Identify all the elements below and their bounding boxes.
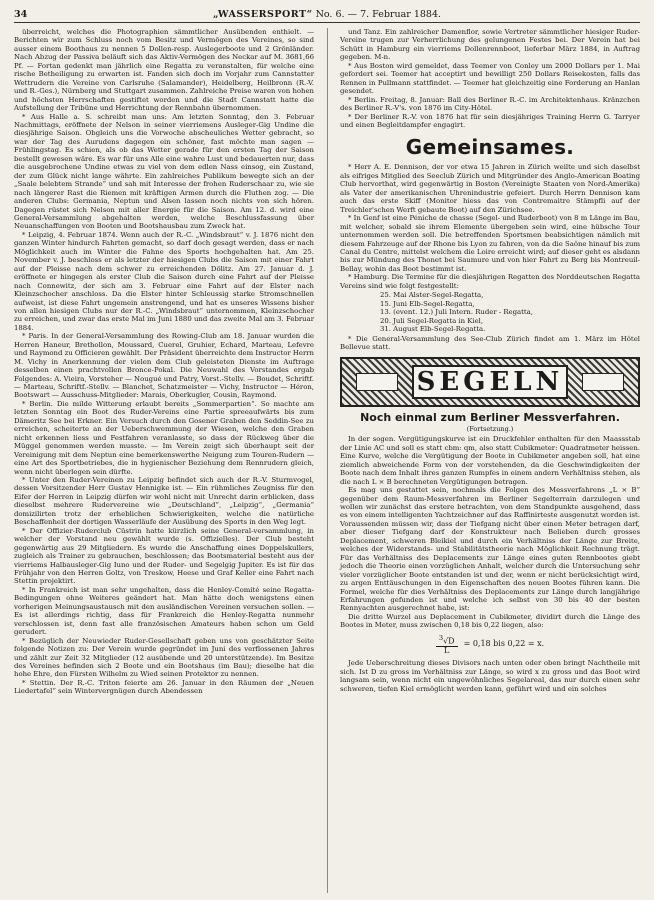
formula xyxy=(340,634,640,656)
formula-fraction xyxy=(436,634,458,656)
paragraph: * Herr A. E. Dennison, der vor etwa 15 Jahren in Zürich weilte und sich daselbst als eifriges Mitglied des Seeclub Zürich und Mitgründer des Anglo-American Boating Club hervorthat, wird gegenwärtig in Boston (Vereinigte Staaten von Nord-Amerika) als Vater der amerikanischen Uhrenindustrie gefeiert. Durch Herrn Dennison kam auch das erste Skiff (Monitor hiess das von Contremaitre Stämpfli auf der Treichler'schen Werft gebaute Boot) auf den Zürichsee. xyxy=(340,163,640,214)
paragraph: * Der Offizier-Ruderclub Cüstrin hatte kürzlich seine General-versammlung, in welcher der Vorstand neu gewählt wurde (s. Offizielles). Der Club besteht gegenwärtig aus 29 Mitgliedern. Es wurde die Anschaffung eines Doppelskullers, zugleich als Trainer zu gebrauchen, beschlossen; das Bootsmaterial besteht aus der vierriems Halbausleger-Gig Iuno und der Ruder- und Segelgig Jupiter. Es ist für das Frühjahr von den Herren Goltz, von Treskow, Heese und Graf Keller eine Fahrt nach Stettin projektirt. xyxy=(14,526,314,586)
formula-numerator-text: √D xyxy=(443,636,455,646)
right-top-paragraphs xyxy=(340,28,640,129)
paragraph: * Berlin. Freitag, 8. Januar: Ball des Berliner R.-C. im Architektenhaus. Kränzchen des Berliner R.-V's. von 1876 im City-Hôtel. xyxy=(340,95,640,113)
paragraph: Es mag uns gestattet sein, nochmals die Folgen des Messverfahrens „L × B“ gegenüber dem Raum-Messverfahren im Berliner Segelterrain darzulegen und wollen wir zunächst das erstere betrachten, von dem Standpunkte ausgehend, dass es von einem intelligenten Yachtzeichner auf das Raffinirteste ausgenutzt worden ist. Voraussenden müssen wir, dass der Tiefgang nicht über einen Meter betragen darf, aber dieser Tiefgang darf der Konstrukteur nach Belieben durch grosses Deplacement, schweren Bleikiel und durch ein Verhältniss der Länge zur Breite, welches der Widerstands- und Stabilitätstheorie nach Möglichkeit Rechnung trägt. Für das Verhältniss des Deplacements zur Länge eines guten Rennbootes giebt jedoch die Theorie einen vorzüglichen Anhalt, welcher durch die Untersuchung sehr vieler vorzüglicher Boote entstanden ist und der, wenn er nicht berücksichtigt wird, zu argen Enttäuschungen in den Eigenschaften des neuen Bootes führen kann. Die Formel, welche für dies Verhältniss des Deplacements zur Länge durch langjährige Erfahrungen gefunden ist und welche ich selbst von 30 bis 40 der besten Rennyachten ausgerechnet habe, ist: xyxy=(340,486,640,613)
right-column xyxy=(340,28,640,893)
running-title xyxy=(14,8,640,22)
paragraph: * Bezüglich der Neuwieder Ruder-Gesellschaft geben uns von geschätzter Seite folgende Notizen zu: Der Verein wurde gegründet im Juni des verflossenen Jahres und zählt zur Zeit 32 Mitglieder (12 ausübende und 20 unterstützende). Im Besitze des Vereines befinden sich 2 Boote und ein Bootshaus (im Bau); dieselbe hat die hohe Ehre, den Fürsten Wilhelm zu Wied seinen Protektor zu nennen. xyxy=(14,636,314,679)
right-middle-paragraphs xyxy=(340,163,640,290)
paragraph: * In Genf ist eine Péniche de chasse (Segel- und Ruderboot) von 8 m Länge im Bau, mit welcher, sobald sie ihrem Elemente übergeben sein wird, eine hübsche Tour unternommen werden soll. Die betreffenden Sportsmen beabsichtigen nämlich mit diesem Fahrzeuge auf der Rhone bis Lyon zu fahren, von da die Saône hinauf bis zum Canal du Centre, mittelst welchem die Loire erreicht wird; auf dieser geht es alsdann bis zur Mündung des Thonet bei Saumure und von hier Fahrt zu Berg bis Montreuil-Bellay, wohin das Boot bestimmt ist. xyxy=(340,214,641,273)
column-divider xyxy=(327,28,328,893)
paragraph: * In Frankreich ist man sehr ungehalten, dass die Henley-Comité seine Regatta-Bedingungen ohne Weiteres geändert hat. Man hätte doch wenigstens einen vorherigen Meinungsaustausch mit den ausländischen Vereinen versuchen sollen. — Es ist allerdings richtig, dass für Frankreich die Henley-Regatta nunmehr verschlossen ist, denn fast alle französischen Amateurs haben schon um Geld gerudert. xyxy=(14,585,314,637)
article-note: (Fortsetzung.) xyxy=(466,425,514,434)
paragraph: überreicht, welches die Photographien sämmtlicher Ausübenden enthielt. — Berichten wir zum Schluss noch vom Besitz und Vermögen des Vereines, so sind ausser einem Boothaus zu nennen 5 Dollen-resp. Auslegerboote und 2 Grönländer. Nach Abzug der Passiva beläuft sich das Aktiv-Vermögen des Neckar auf M. 3681,66 Pf. — Fortan gedenkt man jährlich eine Regatta zu veranstalten, für welche eine rische Betheiligung zu erwarten ist. Fanden sich doch im Vorjahr zum Cannstatter Wettrudern die Vereine von Carlsruhe (Salamander), Heidelberg, Heilbronn (R.-V. und R.-Ges.), Nürnberg und Stuttgart zusammen. Zahlreiche Preise waren von hohen und höchsten Herrschaften gestiftet worden und die Stadt Cannstatt hatte die Aufstellung der Tribüne und Herrichtung der Rennbahn übernommen. xyxy=(14,28,314,113)
paragraph: * Leipzig, 4. Februar 1874. Wenn auch der R.-C. „Windsbraut“ v. J. 1876 nicht den ganzen Winter hindurch Fahrten gemacht, so darf doch gesagt werden, dass er nach Möglichkeit auch im Winter die Fahne des Sports hochgehalten hat. Am 25. November v. J. beschloss er als letzter der hiesigen Clubs die Saison mit einer Fahrt auf der Pleisse nach dem schwer zu erreichenden Dölitz. Am 27. Januar d. J. eröffnete er hingegen als erster Club die Saison durch eine Fahrt auf der Pleisse nach Connewitz, der sich am 3. Februar eine Fahrt auf der Elster nach Kleinzschocher anschloss. Da die Elster hinter Schleussig starke Stromschnellen aufweist, ist diese Fahrt ungemein anstrengend, und hat es unseres Wissens bisher von allen hiesigen Clubs nur der R.-C. „Windsbraut“ unternommen, Kleinzschocher zu erreichen, und zwar das erste Mal im Juni 1880 und das zweite Mal am 3. Februar 1884. xyxy=(14,230,314,332)
journal-title: „WASSERSPORT“ xyxy=(212,9,313,20)
left-column xyxy=(14,28,314,893)
paragraph: * Der Berliner R.-V. von 1876 hat für sein diesjähriges Training Herrn G. Tarryer und einen Begleitdampfer engagirt. xyxy=(340,112,640,129)
article-paragraphs xyxy=(340,435,640,629)
regatta-list xyxy=(380,291,640,333)
paragraph: * Paris. In der General-Versammlung des Rowing-Club am 18. Januar wurden die Herren Haneur, Brethollon, Moussard, Cuerel, Gruhier, Echard, Marteau, Lefevre und Raymond zu Officieren gewählt. Der Präsident überreichte dem Instructor Herrn M. Vichy in Anerkennung der vielen dem Club geleisteten Dienste im Auftrage desselben einen prachtvollen Bronce-Pokal. Die Neuwahl des Vorstandes ergab Folgendes: A. Vieira, Vorsteher — Nougué und Patry, Vorst.-Stellv. — Boudet, Schriftf. — Marteau, Schriftf.-Stellv. — Blanchet, Schatzmeister — Vichy, Instructor — Héron, Bootswart — Ausschuss-Mitglieder: Marais, Oberkugler, Cousin, Raymond. xyxy=(14,332,314,400)
formula-result: = 0,18 bis 0,22 = x. xyxy=(463,639,545,649)
paragraph: Die dritte Wurzel aus Deplacement in Cubikmeter, dividirt durch die Länge des Bootes in Meter, muss zwischen 0,18 bis 0,22 liegen, also: xyxy=(340,612,640,630)
paragraph: * Unter den Ruder-Vereinen zu Leipzig befindet sich auch der R.-V. Sturmvogel, dessen Vorsitzender Herr Gustav Hennigke ist. — Ein rühmliches Zeugniss für den Eifer der Herren in Leipzig dürfen wir wohl nicht mit Unrecht darin erblicken, dass dieselbst mehrere Rudervereine wie „Deutschland“, „Leipzig“, „Germania“ domizilirten trotz der erheblichen Schwierigkeiten, welche die natürliche Beschaffenheit der dortigen Wasserläufe der Ausübung des Sports in den Weg legt. xyxy=(14,476,314,527)
paragraph: * Hamburg. Die Termine für die diesjährigen Regatten des Norddeutschen Regatta Vereins sind wie folgt festgestellt: xyxy=(340,273,640,290)
paragraph: * Berlin. Die milde Witterung erlaubt bereits „Sommerpartien“. So machte am letzten Sonntag ein Boot des Ruder-Vereins eine Partie spreeaufwärts bis zum Dämeritz See bei Erkner. Ein Versuch durch den Gosener Graben den Seddin-See zu erreichen, scheiterte an der Ueberschwemmung der Wiesen, welche den Graben nicht erkennen liess und Festfahren veranlasste, so dass der Rückweg über die Müggel genommen werden musste. — Im Verein zeigt sich überhaupt seit der Vereinigung mit dem Neptun eine bemerkenswerthe Neigung zum Touren-Rudern — eine Art des Sportbetriebes, die in hygienischer Beziehung dem Rennrudern gleich, wenn nicht überlegen sein dürfte. xyxy=(14,399,314,476)
issue-line: No. 6. — 7. Februar 1884. xyxy=(315,9,442,20)
regatta-list-item: 31. August Elb-Segel-Regatta. xyxy=(380,325,486,334)
regatta-list-item: 15. Juni Elb-Segel-Regatta, xyxy=(380,299,475,308)
formula-numerator xyxy=(436,634,458,647)
paragraph: Jede Ueberschreitung dieses Divisors nach unten oder oben bringt Nachtheile mit sich. Ist D zu gross im Verhältniss zur Länge, so wird x zu gross und das Boot wird langsam sein, wenn nicht ein ungewöhnliches Segelareal, das nur durch einen sehr schweren, tiefen Kiel ermöglicht werden kann, geführt wird und ein solches xyxy=(340,659,640,693)
section-heading-gemeinsames: Gemeinsames. xyxy=(405,135,575,160)
regatta-list-item: 25. Mai Alster-Segel-Regatta, xyxy=(380,291,484,300)
paragraph: In der sogen. Vergütigungskurve ist ein Druckfehler enthalten für den Maassstab der Linie AC und soll es statt cbm: qm, also statt Cubikmeter: Quadratmeter heissen. Eine Kurve, welche die Vergütigung der Boote in Cubikmeter angeben soll, hat eine ziemlich abweichende Form von der vorstehenden, da die Geschwindigkeiten der Boote nach dem Inhalt ihres ganzen Rumpfes in einem andern Verhältniss stehen, als die nach L × B berechneten Vergütigungen betragen. xyxy=(340,435,640,486)
banner-ornament-right xyxy=(582,373,624,391)
formula-denominator: L xyxy=(444,645,450,655)
paragraph: * Aus Boston wird gemeldet, dass Teemer von Conley um 2000 Dollars per 1. Mai gefordert sei. Teemer hat acceptirt und bewilligt 250 Dollars Reisekosten, falls das Rennen in Pullmann stattfindet. — Teemer hat gleichzeitig eine Forderung an Hanlan gesendet. xyxy=(340,61,640,96)
paragraph: * Stettin. Der R.-C. Triton feierte am 26. Januar in den Räumen der „Neuen Liedertafel“ sein Wintervergnügen durch Abendessen xyxy=(14,678,314,696)
article-end-paragraphs xyxy=(340,659,640,693)
article-title: Noch einmal zum Berliner Messverfahren. xyxy=(360,411,620,425)
paragraph: und Tanz. Ein zahlreicher Damenflor, sowie Vertreter sämmtlicher hiesiger Ruder-Vereine trugen zur Verherrlichung des gelungenen Festes bei. Der Verein hat bei Schütt in Hamburg ein vierriems Dollenrennboot, lieferbar März 1884, in Auftrag gegeben. M-n. xyxy=(340,28,640,62)
right-after-list-paragraphs xyxy=(340,335,640,352)
formula-root-index: 3 xyxy=(438,633,444,642)
page-number: 34 xyxy=(14,9,28,20)
paragraph: * Die General-Versammlung des See-Club Zürich findet am 1. März im Hôtel Bellevue statt. xyxy=(340,334,640,351)
segeln-banner xyxy=(340,357,640,407)
banner-title: SEGELN xyxy=(412,365,568,399)
banner-ornament-left xyxy=(356,373,398,391)
regatta-list-item: 13. (event. 12.) Juli Intern. Ruder - Regatta, xyxy=(380,308,533,317)
paragraph: * Aus Halle a. S. schreibt man uns: Am letzten Sonntag, den 3. Februar Nachmittags, eröffnete der Nelson in seiner vierriemens Ausleger-Gig Undine die diesjährige Saison. Obgleich uns die Vorwoche abscheuliches Wetter gebracht, so war der Tag des Aurudens dagegen ein schöner, fast möchte man sagen — Frühlingstag. Es schien, als ob das Wetter gerade für den ersten Tag der Saison bestellt gewesen wäre. Es war für uns Alle eine wahre Lust und bedauerten nur, dass die ausgebrochene Undine etwas zu viel von dem edlen Nass einsog, ein Zustand, der zum Glück nicht lange währte. Ein zahlreiches Publikum bewegte sich an der „Saale belebtem Strande“ und sah mit Interesse der frohen Ruderschaar zu, wie sie nach längerer Rast die Riemen mit kräftigen Armen durch die Fluthen zog. — Die anderen Clubs: Germania, Neptun und Alsen lassen noch nichts von sich hören. Dagegen rüstet sich Nelson mit aller Energie für die Saison. Am 12. d. wird eine General-Versammlung abgehalten werden, welche Beschlussfassung über Neuanschaffungen von Booten und Bootshausbau zum Zweck hat. xyxy=(14,112,314,231)
regatta-list-item: 20. Juli Segel-Regatta in Kiel, xyxy=(380,316,484,325)
page-header xyxy=(14,8,640,23)
